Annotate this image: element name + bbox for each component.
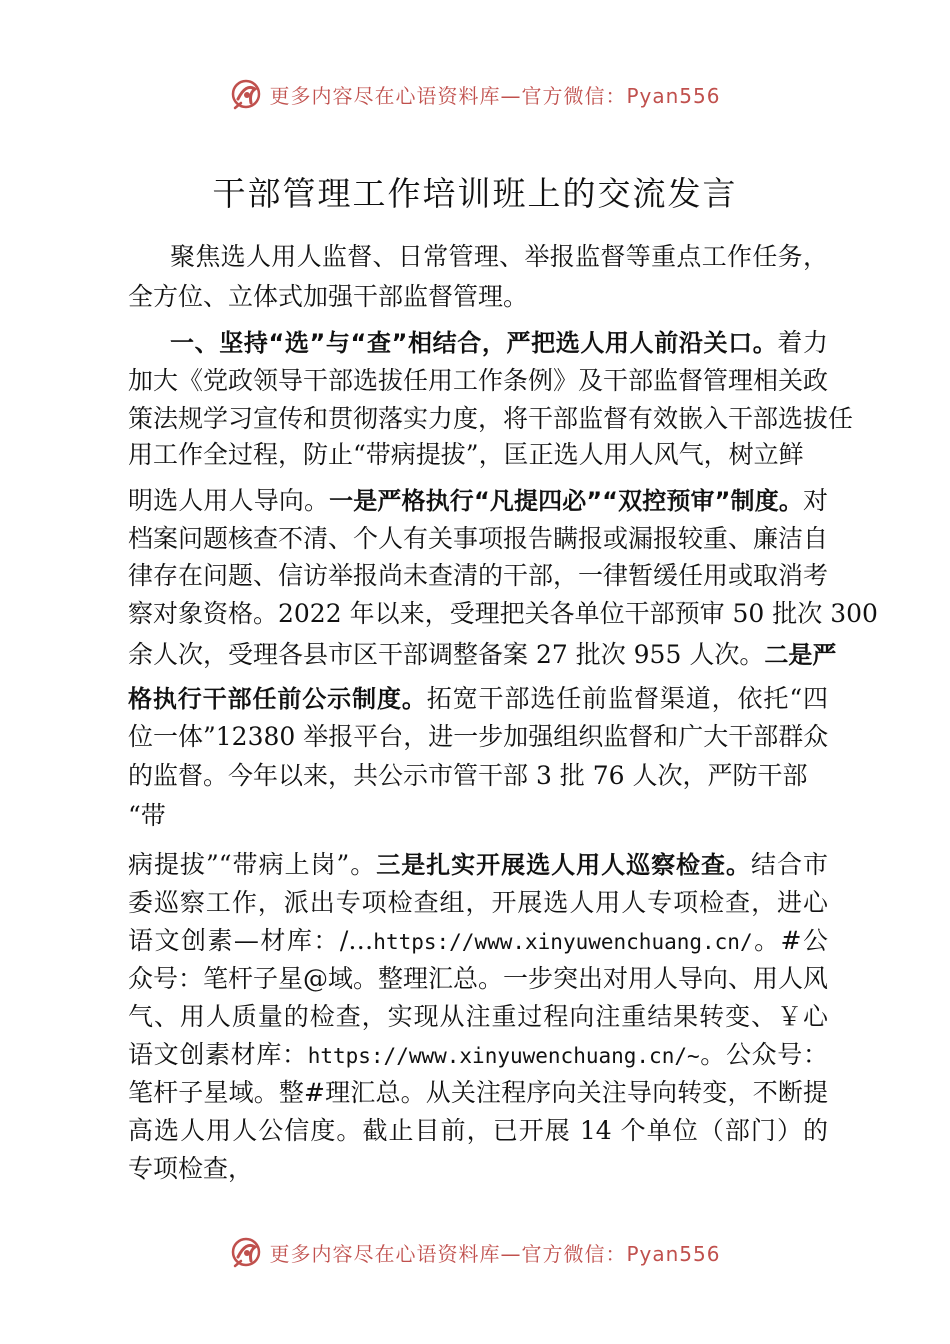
paragraph-line (128, 482, 828, 520)
paragraph-line (128, 636, 837, 674)
paragraph-line: 笔杆子星域。整#理汇总。从关注程序向关注导向转变，不断提 (128, 1078, 828, 1107)
paragraph-line: 委巡察工作，派出专项检查组，开展选人用人专项检查，进心 (128, 888, 828, 917)
text-span: 。#公 (752, 926, 828, 955)
text-span: 余人次，受理各县市区干部调整备案 27 批次 955 人次。 (128, 640, 765, 669)
url-text: https://www.xinyuwenchuang.cn/~ (307, 1044, 700, 1068)
bold-subheading: 一是严格执行“凡提四必”“双控预审”制度。 (329, 487, 803, 515)
paragraph-line: 位一体”12380 举报平台，进一步加强组织监督和广大干部群众 (128, 722, 829, 751)
url-text: https://www.xinyuwenchuang.cn/ (373, 930, 753, 954)
paragraph-line: “带 (128, 801, 166, 830)
banner-text: 更多内容尽在心语资料库—官方微信：Pyan556 (269, 1241, 721, 1266)
banner-text: 更多内容尽在心语资料库—官方微信：Pyan556 (269, 83, 721, 108)
bold-subheading: 格执行干部任前公示制度。 (128, 685, 427, 713)
paragraph-line: 律存在问题、信访举报尚未查清的干部，一律暂缓任用或取消考 (128, 561, 829, 590)
section-heading: 一、坚持“选”与“查”相结合，严把选人用人前沿关口。 (170, 329, 778, 357)
text-span: 病提拔”“带病上岗”。 (128, 850, 377, 879)
text-span: 对 (802, 486, 828, 515)
footer-banner (0, 1230, 950, 1274)
bold-subheading: 三是扎实开展选人用人巡察检查。 (376, 851, 752, 879)
paragraph-line: 档案问题核查不清、个人有关事项报告瞒报或漏报较重、廉洁自 (128, 524, 829, 553)
paragraph-line: 用工作全过程，防止“带病提拔”，匡正选人用人风气，树立鲜 (128, 440, 804, 469)
paragraph-line: 众号：笔杆子星@域。整理汇总。一步突出对用人导向、用人风 (128, 964, 829, 993)
intro-line: 聚焦选人用人监督、日常管理、举报监督等重点工作任务， (170, 242, 828, 271)
text-span: 语文创素材库： (128, 1040, 308, 1069)
text-span: 语文创素—材库：/… (128, 926, 374, 955)
text-span: 拓宽干部选任前监督渠道，依托“四 (426, 684, 828, 713)
paragraph-line (128, 922, 828, 961)
paragraph-line: 策法规学习宣传和贯彻落实力度，将干部监督有效嵌入干部选拔任 (128, 404, 854, 433)
seal-logo-icon (229, 77, 263, 111)
paragraph-line: 专项检查， (128, 1154, 254, 1183)
bold-subheading: 二是严 (764, 641, 837, 669)
text-span: 着力 (777, 328, 828, 357)
paragraph-line: 的监督。今年以来，共公示市管干部 3 批 76 人次，严防干部 (128, 761, 808, 790)
seal-logo-icon (229, 1235, 263, 1269)
document-title: 干部管理工作培训班上的交流发言 (212, 174, 738, 213)
paragraph-line: 气、用人质量的检查，实现从注重过程向注重结果转变、￥心 (128, 1002, 828, 1031)
intro-line: 全方位、立体式加强干部监督管理。 (128, 282, 529, 311)
text-span: 明选人用人导向。 (128, 486, 330, 515)
header-banner (0, 72, 950, 116)
paragraph-line (128, 1036, 828, 1075)
paragraph-line: 高选人用人公信度。截止目前，已开展 14 个单位（部门）的 (128, 1116, 828, 1145)
paragraph-line: 察对象资格。2022 年以来，受理把关各单位干部预审 50 批次 300 (128, 599, 878, 628)
paragraph-line (128, 680, 828, 718)
paragraph-line (128, 846, 828, 884)
text-span: 结合市 (751, 850, 829, 879)
paragraph-line (170, 324, 828, 362)
paragraph-line: 加大《党政领导干部选拔任用工作条例》及干部监督管理相关政 (128, 366, 829, 395)
text-span: 。公众号： (699, 1040, 828, 1069)
